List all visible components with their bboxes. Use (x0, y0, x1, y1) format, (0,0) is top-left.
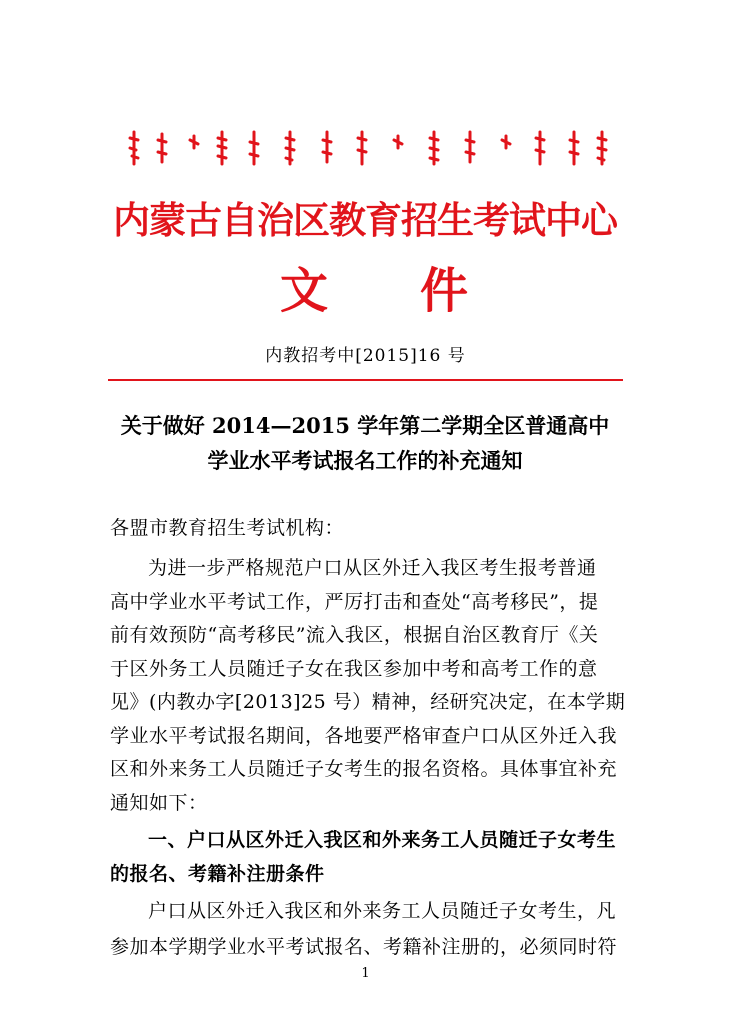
paragraph-2-line: 户口从区外迁入我区和外来务工人员随迁子女考生，凡 (148, 900, 617, 922)
paragraph-1-line: 前有效预防“高考移民”流入我区，根据自治区教育厅《关 (110, 624, 599, 646)
paragraph-1-line: 通知如下： (110, 792, 208, 814)
document-type-heading (280, 252, 480, 319)
salutation: 各盟市教育招生考试机构： (110, 517, 345, 539)
paragraph-1-line: 见》(内教办字[2013]25 号）精神，经研究决定，在本学期 (110, 691, 626, 713)
document-type-char-2: 件 (420, 263, 469, 319)
document-number: 内教招考中[2015]16 号 (265, 346, 466, 366)
mongolian-script-header (122, 128, 612, 168)
page-number: 1 (361, 966, 370, 981)
paragraph-1-line: 学业水平考试报名期间，各地要严格审查户口从区外迁入我 (110, 725, 618, 747)
document-type-char-1: 文 (280, 263, 329, 319)
paragraph-2-line: 参加本学期学业水平考试报名、考籍补注册的，必须同时符 (110, 936, 618, 958)
issuing-organization: 内蒙古自治区教育招生考试中心 (113, 198, 617, 242)
paragraph-1-line: 于区外务工人员随迁子女在我区参加中考和高考工作的意 (110, 658, 598, 680)
notice-title-line-1: 关于做好 2014—2015 学年第二学期全区普通高中 (120, 413, 610, 438)
paragraph-1-line: 区和外来务工人员随迁子女考生的报名资格。具体事宜补充 (110, 758, 618, 780)
section-1-heading-line: 一、户口从区外迁入我区和外来务工人员随迁子女考生 (148, 829, 617, 851)
paragraph-1-line: 为进一步严格规范户口从区外迁入我区考生报考普通 (148, 557, 597, 579)
notice-title-line-2: 学业水平考试报名工作的补充通知 (207, 448, 523, 473)
paragraph-1-line: 高中学业水平考试工作，严厉打击和查处“高考移民”，提 (110, 591, 599, 613)
section-1-heading-line: 的报名、考籍补注册条件 (110, 863, 325, 885)
mongolian-script-glyphs (122, 128, 612, 168)
red-divider-line (108, 379, 623, 381)
